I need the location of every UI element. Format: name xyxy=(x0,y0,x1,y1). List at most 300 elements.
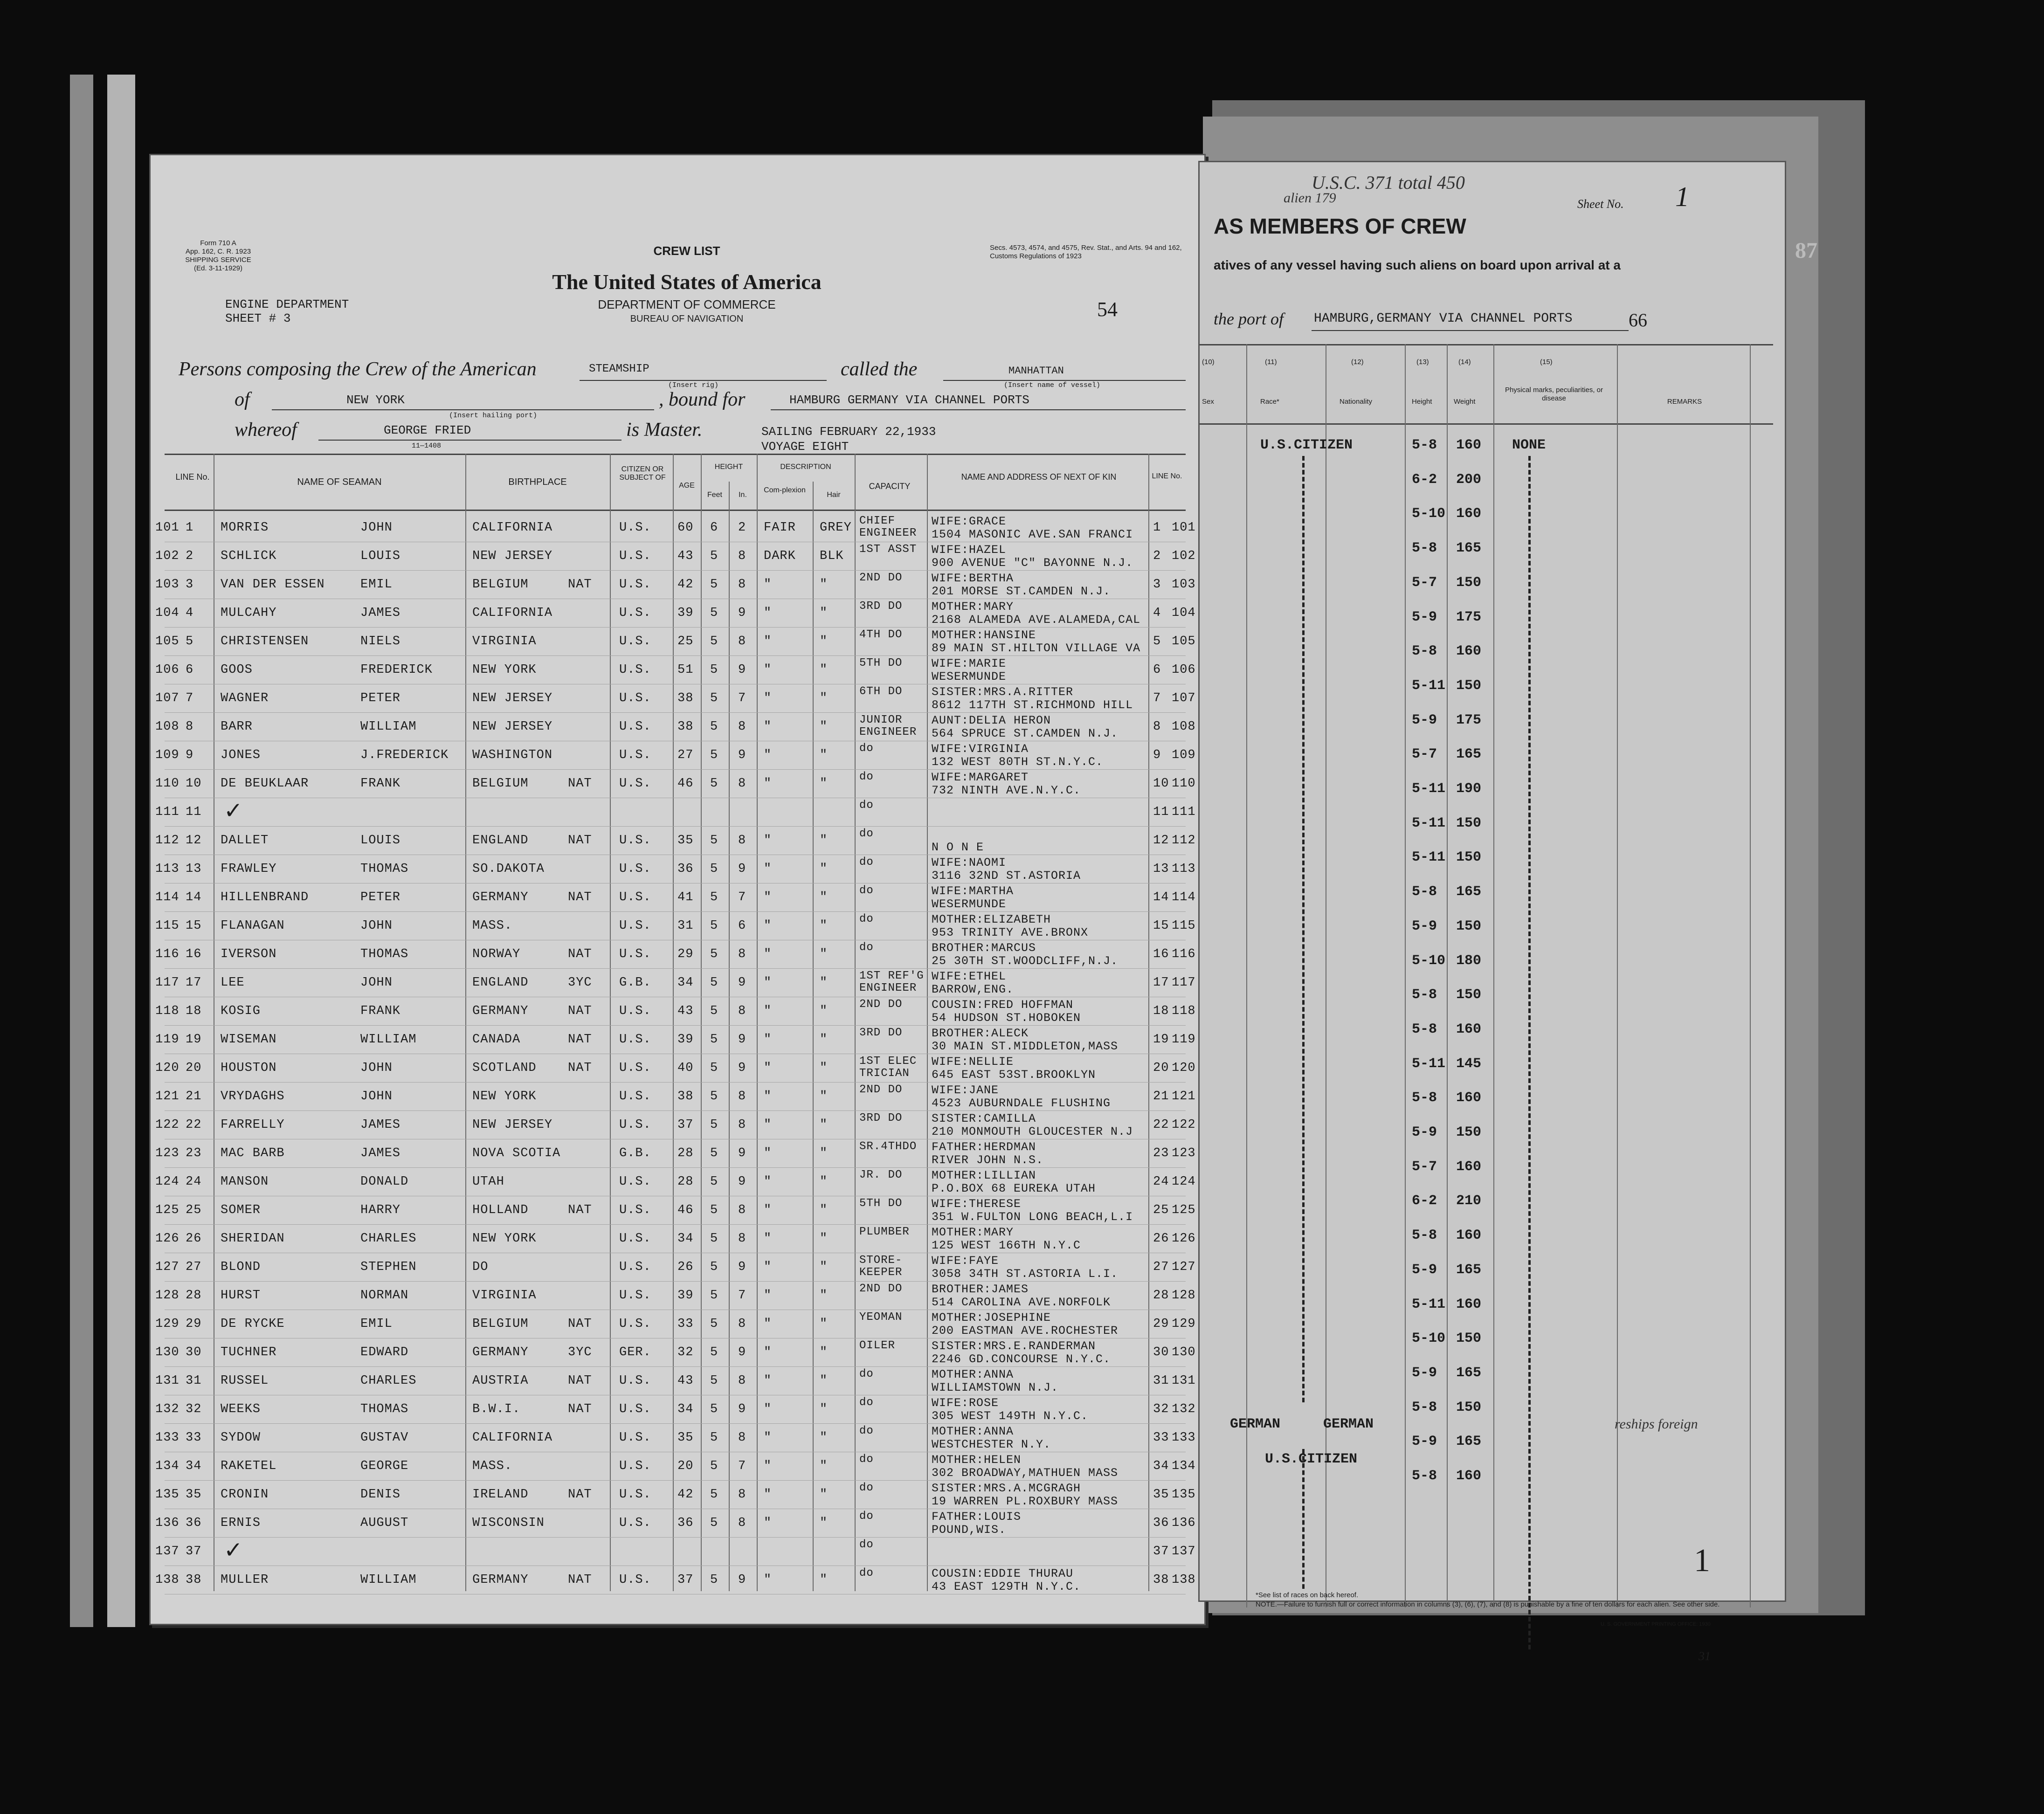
line-no: 28 xyxy=(186,1289,202,1303)
row-rule xyxy=(165,712,1186,713)
age: 36 xyxy=(677,862,694,876)
surname: SOMER xyxy=(221,1203,261,1217)
height-value: 5-9 xyxy=(1412,1262,1437,1278)
table-row xyxy=(151,1453,1204,1481)
line-no: 16 xyxy=(186,947,202,961)
citizenship: U.S. xyxy=(619,748,651,762)
kin-address: 1504 MASONIC AVE.SAN FRANCI xyxy=(932,528,1133,541)
capacity: do xyxy=(859,884,874,897)
table-row xyxy=(151,628,1204,656)
col-inches: In. xyxy=(739,491,747,499)
height-inches: 8 xyxy=(738,549,746,563)
kin-name: WIFE:ROSE xyxy=(932,1396,999,1410)
complexion: " xyxy=(764,1146,772,1160)
age: 36 xyxy=(677,1516,694,1530)
height-value: 5-9 xyxy=(1412,918,1437,934)
birthplace: NEW JERSEY xyxy=(472,1118,553,1132)
birthplace: CALIFORNIA xyxy=(472,1431,553,1445)
weight-value: 160 xyxy=(1456,437,1482,453)
citizenship: U.S. xyxy=(619,919,651,933)
table-row xyxy=(151,1254,1204,1282)
given-name: WILLIAM xyxy=(360,720,417,734)
capacity: do xyxy=(859,1567,874,1579)
check-mark: ✓ xyxy=(225,1536,242,1566)
complexion: " xyxy=(764,606,772,620)
kin-name: SISTER:MRS.E.RANDERMAN xyxy=(932,1339,1096,1353)
line-no: 35 xyxy=(186,1488,202,1502)
weight-value: 165 xyxy=(1456,1262,1482,1278)
col-weight: Weight xyxy=(1454,398,1476,406)
surname: HURST xyxy=(221,1289,261,1303)
age: 37 xyxy=(677,1573,694,1587)
citizenship: U.S. xyxy=(619,1118,651,1132)
line-seq-right: 136 xyxy=(1172,1516,1196,1530)
height-value: 5-11 xyxy=(1412,781,1446,797)
complexion: " xyxy=(764,635,772,648)
col-nationality: Nationality xyxy=(1340,398,1373,406)
height-inches: 8 xyxy=(738,1516,746,1530)
line-no: 32 xyxy=(186,1402,202,1416)
kin-name: WIFE:BERTHA xyxy=(932,572,1014,585)
height-value: 5-11 xyxy=(1412,1296,1446,1312)
given-name: PETER xyxy=(360,691,401,705)
weight-value: 160 xyxy=(1456,1468,1482,1484)
line-seq: 128 xyxy=(155,1289,180,1303)
line-no-right: 17 xyxy=(1153,976,1169,990)
capacity: do xyxy=(859,1396,874,1409)
line-seq: 107 xyxy=(155,691,180,705)
capacity: do xyxy=(859,1510,874,1523)
line-no: 3 xyxy=(186,578,194,592)
line-seq: 121 xyxy=(155,1090,180,1104)
voyage-value: VOYAGE EIGHT xyxy=(761,440,849,454)
surname: VRYDAGHS xyxy=(221,1090,285,1104)
line-seq: 101 xyxy=(155,521,180,535)
weight-value: 180 xyxy=(1456,952,1482,969)
complexion: " xyxy=(764,1317,772,1331)
height-inches: 8 xyxy=(738,834,746,848)
height-feet: 5 xyxy=(710,1260,718,1274)
citizenship: U.S. xyxy=(619,606,651,620)
line-seq: 102 xyxy=(155,549,180,563)
height-feet: 5 xyxy=(710,720,718,734)
surname: KOSIG xyxy=(221,1004,261,1018)
kin-address: BARROW,ENG. xyxy=(932,983,1014,996)
line-seq: 109 xyxy=(155,748,180,762)
capacity: do xyxy=(859,1425,874,1437)
table-row xyxy=(151,1310,1204,1338)
col-birthplace: BIRTHPLACE xyxy=(508,477,567,487)
line-no: 14 xyxy=(186,890,202,904)
height-value: 5-11 xyxy=(1412,1055,1446,1072)
form-edition: (Ed. 3-11-1929) xyxy=(194,264,242,272)
handwritten-alien: alien 179 xyxy=(1284,190,1336,206)
complexion: " xyxy=(764,1289,772,1303)
table-row xyxy=(151,1225,1204,1253)
birthplace: BELGIUM xyxy=(472,777,529,791)
kin-address: 54 HUDSON ST.HOBOKEN xyxy=(932,1011,1081,1025)
kin-name: MOTHER:ELIZABETH xyxy=(932,913,1051,926)
table-row xyxy=(151,1424,1204,1452)
height-feet: 5 xyxy=(710,635,718,648)
capacity: do xyxy=(859,1368,874,1380)
col-num-14: (14) xyxy=(1458,358,1471,366)
side-number: 87 xyxy=(1795,238,1817,263)
table-top-rule xyxy=(165,454,1186,455)
row-rule xyxy=(165,911,1186,912)
col-num-10: (10) xyxy=(1202,358,1215,366)
print-code: 11—1408 xyxy=(412,442,442,450)
height-value: 5-9 xyxy=(1412,1434,1437,1450)
age: 25 xyxy=(677,635,694,648)
weight-value: 160 xyxy=(1456,506,1482,522)
kin-address: POUND,WIS. xyxy=(932,1523,1007,1537)
age: 27 xyxy=(677,748,694,762)
col-name: NAME OF SEAMAN xyxy=(297,477,382,487)
line-seq: 116 xyxy=(155,947,180,961)
form-number: Form 710 A xyxy=(200,239,236,247)
row-rule xyxy=(165,1480,1186,1481)
surname: TUCHNER xyxy=(221,1345,277,1359)
given-name: JAMES xyxy=(360,1146,401,1160)
height-inches: 6 xyxy=(738,919,746,933)
height-inches: 8 xyxy=(738,1317,746,1331)
intro-persons: Persons composing the Crew of the American xyxy=(179,359,537,380)
col-description: DESCRIPTION xyxy=(780,463,831,471)
given-name: THOMAS xyxy=(360,947,409,961)
capacity: SR.4THDO xyxy=(859,1140,917,1153)
weight-value: 150 xyxy=(1456,849,1482,866)
height-feet: 5 xyxy=(710,1374,718,1388)
hair: " xyxy=(820,1260,828,1274)
weight-value: 160 xyxy=(1456,1296,1482,1312)
line-seq-right: 103 xyxy=(1172,578,1196,592)
line-no-right: 4 xyxy=(1153,606,1161,620)
height-feet: 5 xyxy=(710,1516,718,1530)
height-inches: 9 xyxy=(738,663,746,677)
age: 28 xyxy=(677,1146,694,1160)
kin-address: 132 WEST 80TH ST.N.Y.C. xyxy=(932,755,1104,769)
height-feet: 5 xyxy=(710,1090,718,1104)
kin-name: MOTHER:HANSINE xyxy=(932,628,1036,642)
line-seq-right: 118 xyxy=(1172,1004,1196,1018)
col-rule xyxy=(1447,344,1448,1607)
line-no-right: 10 xyxy=(1153,777,1169,791)
surname: VAN DER ESSEN xyxy=(221,578,325,592)
surname: BARR xyxy=(221,720,253,734)
complexion: " xyxy=(764,1345,772,1359)
kin-address: 19 WARREN PL.ROXBURY MASS xyxy=(932,1495,1119,1508)
hair: " xyxy=(820,748,828,762)
table-row xyxy=(151,1111,1204,1139)
height-inches: 9 xyxy=(738,1573,746,1587)
col-height-r: Height xyxy=(1412,398,1432,406)
height-value: 5-8 xyxy=(1412,884,1437,900)
rig-note: (Insert rig) xyxy=(668,381,719,389)
weight-value: 150 xyxy=(1456,918,1482,934)
line-seq-right: 138 xyxy=(1172,1573,1196,1587)
height-value: 5-9 xyxy=(1412,1365,1437,1381)
col-line-no-right: LINE No. xyxy=(1152,472,1182,480)
complexion: " xyxy=(764,1061,772,1075)
hair: " xyxy=(820,1033,828,1047)
capacity: 5TH DO xyxy=(859,1197,903,1210)
kin-name: WIFE:MARTHA xyxy=(932,884,1014,898)
table-row xyxy=(151,713,1204,741)
citizenship: U.S. xyxy=(619,1516,651,1530)
given-name: CHARLES xyxy=(360,1374,417,1388)
naturalized: NAT xyxy=(568,1402,592,1416)
table-row xyxy=(151,685,1204,713)
complexion: " xyxy=(764,862,772,876)
kin-name: WIFE:JANE xyxy=(932,1083,999,1097)
height-feet: 5 xyxy=(710,1488,718,1502)
line-no-right: 20 xyxy=(1153,1061,1169,1075)
given-name: JOHN xyxy=(360,521,393,535)
row-rule xyxy=(165,627,1186,628)
hair: " xyxy=(820,720,828,734)
kin-name: MOTHER:LILLIAN xyxy=(932,1169,1036,1182)
complexion: " xyxy=(764,720,772,734)
surname: FLANAGAN xyxy=(221,919,285,933)
given-name: THOMAS xyxy=(360,1402,409,1416)
birthplace: SCOTLAND xyxy=(472,1061,537,1075)
kin-name: WIFE:VIRGINIA xyxy=(932,742,1029,756)
age: 51 xyxy=(677,663,694,677)
height-inches: 9 xyxy=(738,1146,746,1160)
kin-address: 305 WEST 149TH N.Y.C. xyxy=(932,1409,1089,1423)
line-no: 5 xyxy=(186,635,194,648)
line-seq-right: 121 xyxy=(1172,1090,1196,1104)
hair: " xyxy=(820,606,828,620)
line-no-right: 13 xyxy=(1153,862,1169,876)
hair: " xyxy=(820,1175,828,1189)
kin-name: MOTHER:ANNA xyxy=(932,1425,1014,1438)
age: 41 xyxy=(677,890,694,904)
kin-address: 514 CAROLINA AVE.NORFOLK xyxy=(932,1296,1111,1309)
height-feet: 5 xyxy=(710,606,718,620)
kin-address: WESERMUNDE xyxy=(932,670,1007,683)
crew-list-sheet xyxy=(149,154,1206,1625)
surname: MORRIS xyxy=(221,521,269,535)
line-seq: 118 xyxy=(155,1004,180,1018)
line-seq-right: 135 xyxy=(1172,1488,1196,1502)
height-feet: 5 xyxy=(710,1232,718,1246)
weight-value: 150 xyxy=(1456,987,1482,1003)
line-seq-right: 105 xyxy=(1172,635,1196,648)
kin-address: 645 EAST 53ST.BROOKLYN xyxy=(932,1068,1096,1082)
capacity: 6TH DO xyxy=(859,685,903,698)
height-inches: 7 xyxy=(738,890,746,904)
col-num-15: (15) xyxy=(1540,358,1553,366)
weight-value: 165 xyxy=(1456,540,1482,557)
intro-is-master: is Master. xyxy=(626,419,703,441)
height-inches: 8 xyxy=(738,777,746,791)
line-no-right: 37 xyxy=(1153,1545,1169,1559)
line-seq-right: 107 xyxy=(1172,691,1196,705)
hair: " xyxy=(820,691,828,705)
complexion: " xyxy=(764,1203,772,1217)
port-note: (Insert hailing port) xyxy=(449,412,538,420)
capacity: do xyxy=(859,1453,874,1466)
line-no: 36 xyxy=(186,1516,202,1530)
given-name: JOHN xyxy=(360,919,393,933)
surname: WAGNER xyxy=(221,691,269,705)
table-row xyxy=(151,770,1204,798)
line-seq-right: 120 xyxy=(1172,1061,1196,1075)
capacity: 2ND DO xyxy=(859,572,903,584)
height-value: 5-11 xyxy=(1412,815,1446,831)
age: 60 xyxy=(677,521,694,535)
citizenship: U.S. xyxy=(619,1488,651,1502)
col-line-no: LINE No. xyxy=(175,472,210,482)
kin-name: FATHER:LOUIS xyxy=(932,1510,1022,1524)
col-citizen: CITIZEN OR SUBJECT OF xyxy=(619,465,666,482)
citizenship: G.B. xyxy=(619,976,651,990)
line-no: 22 xyxy=(186,1118,202,1132)
birthplace: HOLLAND xyxy=(472,1203,529,1217)
height-feet: 5 xyxy=(710,549,718,563)
capacity: do xyxy=(859,1482,874,1494)
age: 43 xyxy=(677,1374,694,1388)
age: 39 xyxy=(677,1033,694,1047)
citizenship: U.S. xyxy=(619,1573,651,1587)
kin-name: BROTHER:MARCUS xyxy=(932,941,1036,955)
capacity: 3RD DO xyxy=(859,600,903,613)
given-name: GUSTAV xyxy=(360,1431,409,1445)
kin-name: SISTER:MRS.A.MCGRAGH xyxy=(932,1482,1081,1495)
line-no-right: 33 xyxy=(1153,1431,1169,1445)
birthplace: ENGLAND xyxy=(472,976,529,990)
given-name: NORMAN xyxy=(360,1289,409,1303)
kin-address: 953 TRINITY AVE.BRONX xyxy=(932,926,1089,939)
weight-value: 210 xyxy=(1456,1193,1482,1209)
surname: CRONIN xyxy=(221,1488,269,1502)
right-title: AS MEMBERS OF CREW xyxy=(1214,214,1466,238)
complexion: " xyxy=(764,1090,772,1104)
row-rule xyxy=(165,826,1186,827)
capacity: do xyxy=(859,742,874,755)
line-seq-right: 122 xyxy=(1172,1118,1196,1132)
given-name: EDWARD xyxy=(360,1345,409,1359)
table-row xyxy=(151,571,1204,599)
citizenship: U.S. xyxy=(619,890,651,904)
age: 46 xyxy=(677,1203,694,1217)
row-rule xyxy=(165,570,1186,571)
capacity: do xyxy=(859,856,874,869)
handwritten-total: U.S.C. 371 total 450 xyxy=(1312,172,1465,193)
height-feet: 5 xyxy=(710,1175,718,1189)
citizenship: U.S. xyxy=(619,1431,651,1445)
home-port-value: NEW YORK xyxy=(346,393,405,407)
intro-whereof: whereof xyxy=(235,419,297,441)
height-value: 5-8 xyxy=(1412,987,1437,1003)
line-seq: 104 xyxy=(155,606,180,620)
capacity: CHIEF ENGINEER xyxy=(859,515,917,539)
line-seq-right: 127 xyxy=(1172,1260,1196,1274)
kin-address: 125 WEST 166TH N.Y.C xyxy=(932,1239,1081,1252)
line-no: 20 xyxy=(186,1061,202,1075)
line-seq: 114 xyxy=(155,890,180,904)
right-subtitle: atives of any vessel having such aliens on board upon arrival at a xyxy=(1214,258,1621,272)
table-row xyxy=(151,1026,1204,1054)
given-name: FREDERICK xyxy=(360,663,433,677)
height-inches: 7 xyxy=(738,691,746,705)
birthplace: DO xyxy=(472,1260,489,1274)
complexion: " xyxy=(764,1118,772,1132)
age: 42 xyxy=(677,1488,694,1502)
line-no-right: 6 xyxy=(1153,663,1161,677)
line-no: 19 xyxy=(186,1033,202,1047)
alien-crew-sheet xyxy=(1198,161,1786,1663)
hair: " xyxy=(820,1573,828,1587)
kin-address: 3116 32ND ST.ASTORIA xyxy=(932,869,1081,883)
surname: SCHLICK xyxy=(221,549,277,563)
line-seq-right: 125 xyxy=(1172,1203,1196,1217)
line-seq-right: 123 xyxy=(1172,1146,1196,1160)
hair: " xyxy=(820,578,828,592)
height-inches: 9 xyxy=(738,1061,746,1075)
footnote-races: *See list of races on back hereof. xyxy=(1256,1591,1359,1599)
marks-first: NONE xyxy=(1512,437,1546,453)
height-feet: 5 xyxy=(710,890,718,904)
kin-address: 89 MAIN ST.HILTON VILLAGE VA xyxy=(932,641,1141,655)
given-name: EMIL xyxy=(360,578,393,592)
height-feet: 5 xyxy=(710,1345,718,1359)
row-rule xyxy=(165,769,1186,770)
kin-address: 302 BROADWAY,MATHUEN MASS xyxy=(932,1466,1119,1480)
height-feet: 5 xyxy=(710,1431,718,1445)
citizenship: U.S. xyxy=(619,720,651,734)
age: 38 xyxy=(677,1090,694,1104)
given-name: CHARLES xyxy=(360,1232,417,1246)
age: 34 xyxy=(677,1402,694,1416)
line-no: 30 xyxy=(186,1345,202,1359)
line-no-right: 2 xyxy=(1153,549,1161,563)
age: 43 xyxy=(677,1004,694,1018)
row-rule xyxy=(165,1025,1186,1026)
kin-address: WESERMUNDE xyxy=(932,897,1007,911)
weight-value: 165 xyxy=(1456,746,1482,763)
hair: " xyxy=(820,1090,828,1104)
citizenship: U.S. xyxy=(619,1090,651,1104)
line-seq-right: 134 xyxy=(1172,1459,1196,1473)
height-feet: 5 xyxy=(710,1004,718,1018)
surname: RAKETEL xyxy=(221,1459,277,1473)
page-number: 54 xyxy=(1097,298,1118,321)
hair: " xyxy=(820,1345,828,1359)
binding-strip xyxy=(70,75,93,1627)
underline xyxy=(318,440,621,441)
kin-name: MOTHER:ANNA xyxy=(932,1368,1014,1381)
intro-bound: , bound for xyxy=(659,389,746,410)
table-row xyxy=(151,912,1204,940)
height-value: 5-11 xyxy=(1412,849,1446,866)
table-row xyxy=(151,1339,1204,1367)
table-row xyxy=(151,855,1204,883)
line-no: 34 xyxy=(186,1459,202,1473)
line-no-right: 11 xyxy=(1153,805,1169,819)
hair: " xyxy=(820,1289,828,1303)
given-name: FRANK xyxy=(360,777,401,791)
race-second: U.S.CITIZEN xyxy=(1265,1451,1358,1467)
vessel-value: MANHATTAN xyxy=(1008,365,1064,377)
complexion: " xyxy=(764,1488,772,1502)
given-name: EMIL xyxy=(360,1317,393,1331)
line-no-right: 36 xyxy=(1153,1516,1169,1530)
kin-address: P.O.BOX 68 EUREKA UTAH xyxy=(932,1182,1096,1195)
complexion: " xyxy=(764,777,772,791)
